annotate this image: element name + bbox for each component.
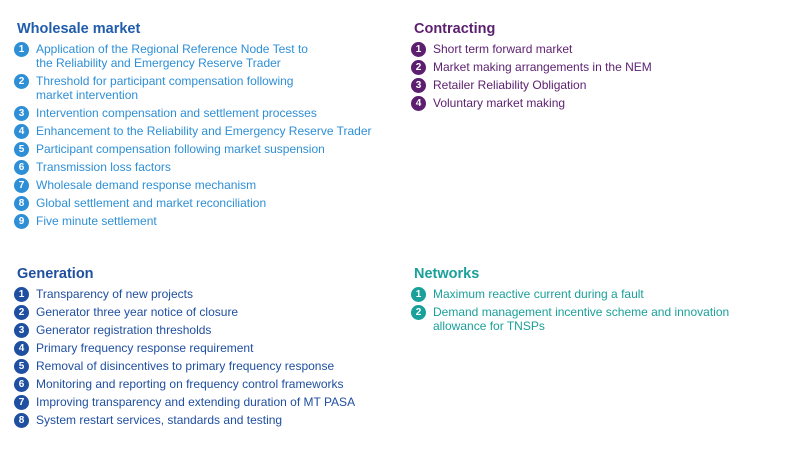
list-item xyxy=(411,42,771,56)
list-item xyxy=(14,377,394,391)
list-item xyxy=(14,359,394,373)
contracting-heading: Contracting xyxy=(414,21,496,37)
list-item-text: System restart services, standards and testing xyxy=(36,413,283,427)
list-item-text: Generator registration thresholds xyxy=(36,323,212,337)
list-item xyxy=(14,214,394,228)
generation-section xyxy=(14,265,394,431)
list-item-text: Demand management incentive scheme and innovation allowance for TNSPs xyxy=(433,305,730,333)
number-badge: 4 xyxy=(411,96,426,111)
list-item xyxy=(14,395,394,409)
number-badge: 6 xyxy=(14,160,29,175)
list-item xyxy=(14,106,394,120)
list-item-text: Intervention compensation and settlement processes xyxy=(36,106,317,120)
list-item-text: Application of the Regional Reference Node Test to the Reliability and Emergency Reserve Trader xyxy=(36,42,308,70)
generation-heading: Generation xyxy=(17,266,94,282)
list-item-text: Maximum reactive current during a fault xyxy=(433,287,644,301)
number-badge: 2 xyxy=(411,305,426,320)
number-badge: 2 xyxy=(411,60,426,75)
number-badge: 1 xyxy=(411,287,426,302)
list-item-text: Removal of disincentives to primary frequency response xyxy=(36,359,335,373)
list-item-text: Short term forward market xyxy=(433,42,573,56)
list-item xyxy=(14,413,394,427)
wholesale-market-heading: Wholesale market xyxy=(17,21,141,37)
number-badge: 7 xyxy=(14,395,29,410)
list-item-text: Voluntary market making xyxy=(433,96,566,110)
list-item-text: Primary frequency response requirement xyxy=(36,341,254,355)
list-item xyxy=(14,323,394,337)
number-badge: 8 xyxy=(14,196,29,211)
list-item-text: Improving transparency and extending duration of MT PASA xyxy=(36,395,356,409)
number-badge: 1 xyxy=(14,42,29,57)
number-badge: 6 xyxy=(14,377,29,392)
list-item xyxy=(14,42,318,70)
number-badge: 3 xyxy=(14,323,29,338)
list-item xyxy=(411,287,771,301)
list-item xyxy=(411,96,771,110)
contracting-section xyxy=(411,20,771,114)
list-item-text: Five minute settlement xyxy=(36,214,157,228)
number-badge: 8 xyxy=(14,413,29,428)
list-item xyxy=(411,78,771,92)
list-item xyxy=(411,60,771,74)
list-item xyxy=(14,178,394,192)
list-item xyxy=(14,74,318,102)
number-badge: 3 xyxy=(14,106,29,121)
number-badge: 1 xyxy=(411,42,426,57)
list-item xyxy=(14,196,394,210)
list-item xyxy=(14,287,394,301)
list-item-text: Global settlement and market reconciliation xyxy=(36,196,267,210)
list-item-text: Transmission loss factors xyxy=(36,160,171,174)
list-item-text: Enhancement to the Reliability and Emergency Reserve Trader xyxy=(36,124,372,138)
list-item-text: Monitoring and reporting on frequency control frameworks xyxy=(36,377,344,391)
number-badge: 2 xyxy=(14,305,29,320)
number-badge: 5 xyxy=(14,142,29,157)
number-badge: 7 xyxy=(14,178,29,193)
list-item xyxy=(14,341,394,355)
list-item-text: Threshold for participant compensation following market intervention xyxy=(36,74,294,102)
list-item xyxy=(14,160,394,174)
list-item-text: Retailer Reliability Obligation xyxy=(433,78,587,92)
list-item xyxy=(14,305,394,319)
contracting-list xyxy=(411,42,771,110)
number-badge: 2 xyxy=(14,74,29,89)
number-badge: 4 xyxy=(14,341,29,356)
list-item-text: Generator three year notice of closure xyxy=(36,305,239,319)
list-item-text: Wholesale demand response mechanism xyxy=(36,178,257,192)
wholesale-market-section xyxy=(14,20,394,232)
number-badge: 4 xyxy=(14,124,29,139)
list-item-text: Market making arrangements in the NEM xyxy=(433,60,652,74)
list-item-text: Transparency of new projects xyxy=(36,287,193,301)
number-badge: 9 xyxy=(14,214,29,229)
wholesale-market-list xyxy=(14,42,394,228)
number-badge: 1 xyxy=(14,287,29,302)
list-item xyxy=(14,124,394,138)
networks-section xyxy=(411,265,771,337)
number-badge: 3 xyxy=(411,78,426,93)
list-item xyxy=(14,142,394,156)
list-item-text: Participant compensation following market suspension xyxy=(36,142,325,156)
list-item xyxy=(411,305,743,333)
networks-list xyxy=(411,287,771,333)
number-badge: 5 xyxy=(14,359,29,374)
networks-heading: Networks xyxy=(414,266,480,282)
generation-list xyxy=(14,287,394,427)
